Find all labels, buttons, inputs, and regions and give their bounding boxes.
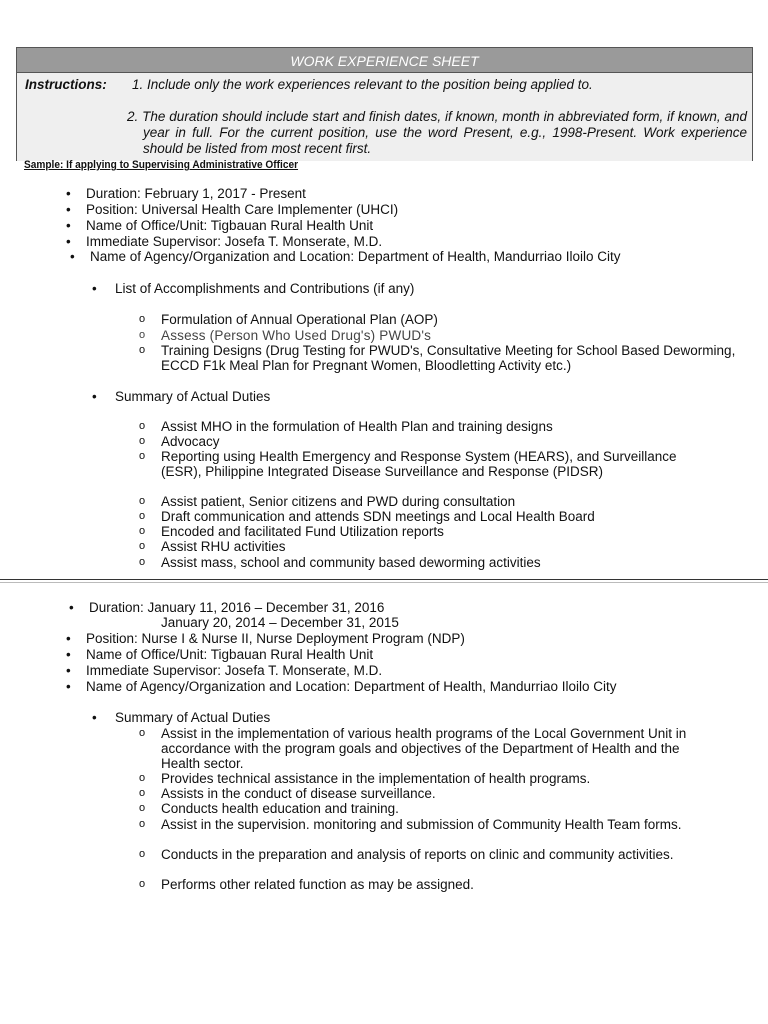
instruction-1: 1. Include only the work experiences relevant to the position being applied to. [132,77,593,92]
duty-item: o Assist in the implementation of various health programs of the Local Government Unit in accordance with the program goals and objectives of the Department of Health and the Health sector. [161,726,721,772]
duty-item: o Assist patient, Senior citizens and PWD during consultation [161,494,741,509]
entry2-duration: • Duration: January 11, 2016 – December 31, 2016 [89,600,729,615]
entry1-accomplishments-label: • List of Accomplishments and Contributions (if any) [115,281,735,296]
entry1-duties-label: • Summary of Actual Duties [115,389,735,404]
duty-item: o Conducts in the preparation and analysis of reports on clinic and community activities. [161,847,701,862]
sample-heading: Sample: If applying to Supervising Administrative Officer [24,159,299,171]
entry2-duties-label: • Summary of Actual Duties [115,710,735,725]
entry1-duration: • Duration: February 1, 2017 - Present [86,186,726,201]
entry1-supervisor: • Immediate Supervisor: Josefa T. Monserate, M.D. [86,234,726,249]
duty-item: o Assist in the supervision. monitoring and submission of Community Health Team forms. [161,817,721,832]
duty-item: o Assists in the conduct of disease surveillance. [161,786,741,801]
instructions-label: Instructions: [25,77,107,92]
section-divider [0,582,768,583]
entry2-position: • Position: Nurse I & Nurse II, Nurse Deployment Program (NDP) [86,631,726,646]
entry2-office: • Name of Office/Unit: Tigbauan Rural Health Unit [86,647,726,662]
entry2-agency: • Name of Agency/Organization and Location: Department of Health, Mandurriao Iloilo City [86,679,726,694]
duty-item: o Performs other related function as may be assigned. [161,877,741,892]
entry1-agency: • Name of Agency/Organization and Location: Department of Health, Mandurriao Iloilo City [90,249,730,264]
accomplishment-item: o Formulation of Annual Operational Plan (AOP) [161,312,741,327]
instruction-2: 2. The duration should include start and finish dates, if known, month in abbreviated form, if known, and year in full. For the current position, use the word Present, e.g., 1998-Present. Work experience should be listed from most recent first. [127,109,747,156]
sheet-title: WORK EXPERIENCE SHEET [16,47,753,73]
accomplishment-item: o Assess (Person Who Used Drug's) PWUD's [161,328,741,343]
duty-item: o Assist RHU activities [161,539,741,554]
entry2-duration-2: January 20, 2014 – December 31, 2015 [161,615,399,630]
duty-item: o Provides technical assistance in the implementation of health programs. [161,771,741,786]
accomplishment-item: o Training Designs (Drug Testing for PWUD's, Consultative Meeting for School Based Deworming, ECCD F1k Meal Plan for Pregnant Women, Bloodletting Activity etc.) [161,343,746,373]
section-divider [0,579,768,580]
duty-item: o Encoded and facilitated Fund Utilization reports [161,524,741,539]
entry2-supervisor: • Immediate Supervisor: Josefa T. Monserate, M.D. [86,663,726,678]
duty-item: o Reporting using Health Emergency and Response System (HEARS), and Surveillance (ESR), Philippine Integrated Disease Surveillance and Response (PIDSR) [161,449,706,479]
instructions-box [16,73,753,161]
duty-item: o Advocacy [161,434,741,449]
entry1-position: • Position: Universal Health Care Implementer (UHCI) [86,202,726,217]
duty-item: o Assist MHO in the formulation of Health Plan and training designs [161,419,741,434]
duty-item: o Assist mass, school and community based deworming activities [161,555,741,570]
duty-item: o Conducts health education and training. [161,801,741,816]
entry1-office: • Name of Office/Unit: Tigbauan Rural Health Unit [86,218,726,233]
duty-item: o Draft communication and attends SDN meetings and Local Health Board [161,509,741,524]
